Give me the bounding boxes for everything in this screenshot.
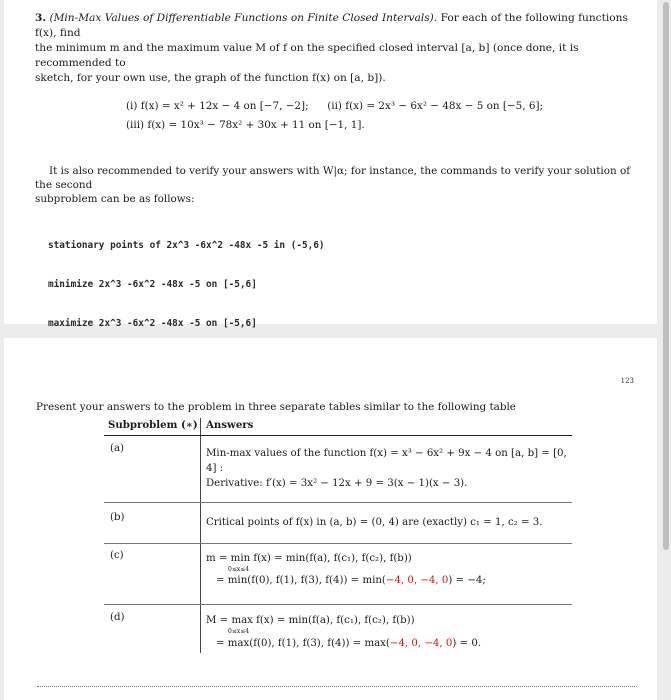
header-answers: Answers xyxy=(206,419,254,431)
wolfram-commands xyxy=(48,213,325,356)
document-page-1 xyxy=(4,0,657,329)
row-answer-line xyxy=(216,573,486,588)
verify-line-1: It is also recommended to verify your answers with W|α; for instance, the commands to verify your solution of the second xyxy=(35,165,631,191)
code-line: stationary points of 2x^3 -6x^2 -48x -5 in (-5,6) xyxy=(48,240,325,251)
vertical-scrollbar[interactable] xyxy=(663,2,669,550)
row-label: (d) xyxy=(110,612,125,623)
max-expression: M = max f(x) = min(f(a), f(c₁), f(c₂), f(b)) xyxy=(206,615,415,626)
problem-number: 3. xyxy=(35,12,47,24)
row-label: (b) xyxy=(110,512,125,523)
max-evaluation: = max(f(0), f(1), f(3), f(4)) = max( xyxy=(216,638,390,649)
code-line: minimize 2x^3 -6x^2 -48x -5 on [-5,6] xyxy=(48,279,257,290)
code-line: maximize 2x^3 -6x^2 -48x -5 on [-5,6] xyxy=(48,318,257,329)
answers-table xyxy=(104,418,572,671)
row-answer-line: Derivative: f′(x) = 3x² − 12x + 9 = 3(x − 1)(x − 3). xyxy=(206,478,468,489)
function-iii: (iii) f(x) = 10x³ − 78x² + 30x + 11 on [−1, 1]. xyxy=(126,119,365,131)
table-row xyxy=(104,503,572,544)
function-i: (i) f(x) = x² + 12x − 4 on [−7, −2]; xyxy=(126,100,309,112)
table-row xyxy=(104,605,572,671)
max-values-highlight: −4, 0, −4, 0 xyxy=(389,638,453,649)
row-answer-line: Critical points of f(x) in (a, b) = (0, 4) are (exactly) c₁ = 1, c₂ = 3. xyxy=(206,517,543,528)
document-page-2 xyxy=(4,338,657,700)
instructions-text: Present your answers to the problem in three separate tables similar to the following table xyxy=(36,401,516,413)
min-result: ) = −4; xyxy=(448,575,486,586)
problem-text-line-3: sketch, for your own use, the graph of the function f(x) on [a, b]). xyxy=(35,72,386,84)
verify-paragraph xyxy=(35,164,639,206)
table-header xyxy=(104,418,572,436)
function-list xyxy=(126,97,543,135)
header-subproblem: Subproblem (∗) xyxy=(108,419,198,431)
max-result: ) = 0. xyxy=(452,638,482,649)
row-answer-line xyxy=(216,636,481,651)
problem-text-line-1: For each of the following functions f(x), find xyxy=(35,12,628,39)
problem-text-line-2: the minimum m and the maximum value M of f on the specified closed interval [a, b] (once done, it is recommended to xyxy=(35,42,579,69)
min-subscript: 0≤x≤4 xyxy=(228,566,250,573)
problem-title: (Min-Max Values of Differentiable Functions on Finite Closed Intervals). xyxy=(49,12,438,24)
row-label: (c) xyxy=(110,550,124,561)
problem-statement xyxy=(35,11,635,86)
dotted-separator xyxy=(37,686,637,687)
page-number: 123 xyxy=(620,377,634,385)
verify-line-2: subproblem can be as follows: xyxy=(35,193,195,205)
max-subscript: 0≤x≤4 xyxy=(228,628,250,635)
min-values-highlight: −4, 0, −4, 0 xyxy=(385,575,449,586)
min-expression: m = min f(x) = min(f(a), f(c₁), f(c₂), f(b)) xyxy=(206,553,412,564)
min-evaluation: = min(f(0), f(1), f(3), f(4)) = min( xyxy=(216,575,386,586)
function-ii: (ii) f(x) = 2x³ − 6x² − 48x − 5 on [−5, 6]; xyxy=(327,100,544,112)
table-row xyxy=(104,544,572,605)
row-label: (a) xyxy=(110,443,125,454)
row-answer-line: Min-max values of the function f(x) = x³ − 6x² + 9x − 4 on [a, b] = [0, 4] : xyxy=(206,448,567,474)
table-row xyxy=(104,436,572,503)
